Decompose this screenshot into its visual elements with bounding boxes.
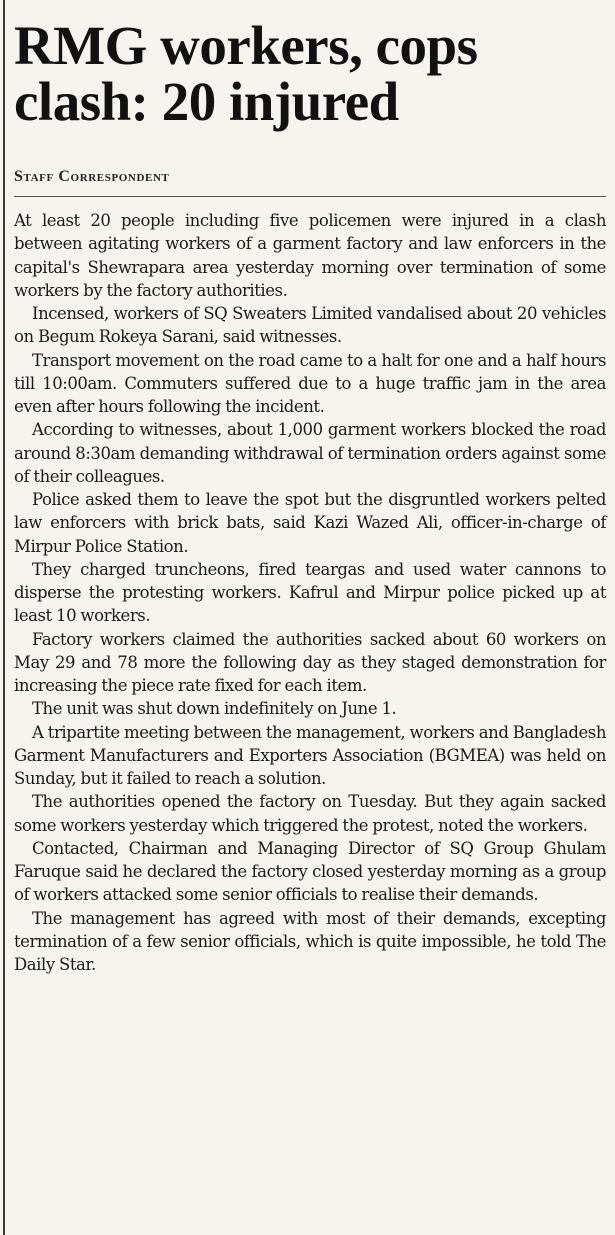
byline: Staff Correspondent <box>14 168 170 185</box>
news-article <box>14 15 606 976</box>
paragraph: Contacted, Chairman and Managing Director of SQ Group Ghulam Faruque said he declared the factory closed yesterday morning as a group of workers attacked some senior officials to realise their demands. <box>14 838 606 905</box>
paragraph: The management has agreed with most of their demands, excepting termination of a few senior officials, which is quite impossible, he told The Daily Star. <box>14 908 606 974</box>
headline: RMG workers, cops clash: 20 injured <box>14 15 478 132</box>
paragraph: According to witnesses, about 1,000 garment workers blocked the road around 8:30am demanding withdrawal of termination orders against some of their colleagues. <box>14 420 606 486</box>
paragraph: At least 20 people including five policemen were injured in a clash between agitating workers of a garment factory and law enforcers in the capital's Shewrapara area yesterday morning over termination of some workers by the factory authorities. <box>14 211 606 300</box>
paragraph: Transport movement on the road came to a halt for one and a half hours till 10:00am. Commuters suffered due to a huge traffic jam in the area even after hours following the incident. <box>14 350 606 416</box>
paragraph: The unit was shut down indefinitely on June 1. <box>32 699 397 719</box>
paragraph: A tripartite meeting between the management, workers and Bangladesh Garment Manufacturers and Exporters Association (BGMEA) was held on Sunday, but it failed to reach a solution. <box>14 722 606 788</box>
paragraph: They charged truncheons, fired teargas and used water cannons to disperse the protesting workers. Kafrul and Mirpur police picked up at least 10 workers. <box>14 559 606 626</box>
paragraph: Factory workers claimed the authorities sacked about 60 workers on May 29 and 78 more the following day as they staged demonstration for increasing the piece rate fixed for each item. <box>14 629 606 695</box>
byline-divider <box>14 196 606 197</box>
paragraph: The authorities opened the factory on Tuesday. But they again sacked some workers yesterday which triggered the protest, noted the workers. <box>14 792 606 835</box>
paragraph: Police asked them to leave the spot but the disgruntled workers pelted law enforcers with brick bats, said Kazi Wazed Ali, officer-in-charge of Mirpur Police Station. <box>14 490 606 556</box>
article-body <box>14 209 606 976</box>
column-rule <box>3 0 5 1235</box>
paragraph: Incensed, workers of SQ Sweaters Limited vandalised about 20 vehicles on Begum Rokeya Sarani, said witnesses. <box>14 304 606 347</box>
